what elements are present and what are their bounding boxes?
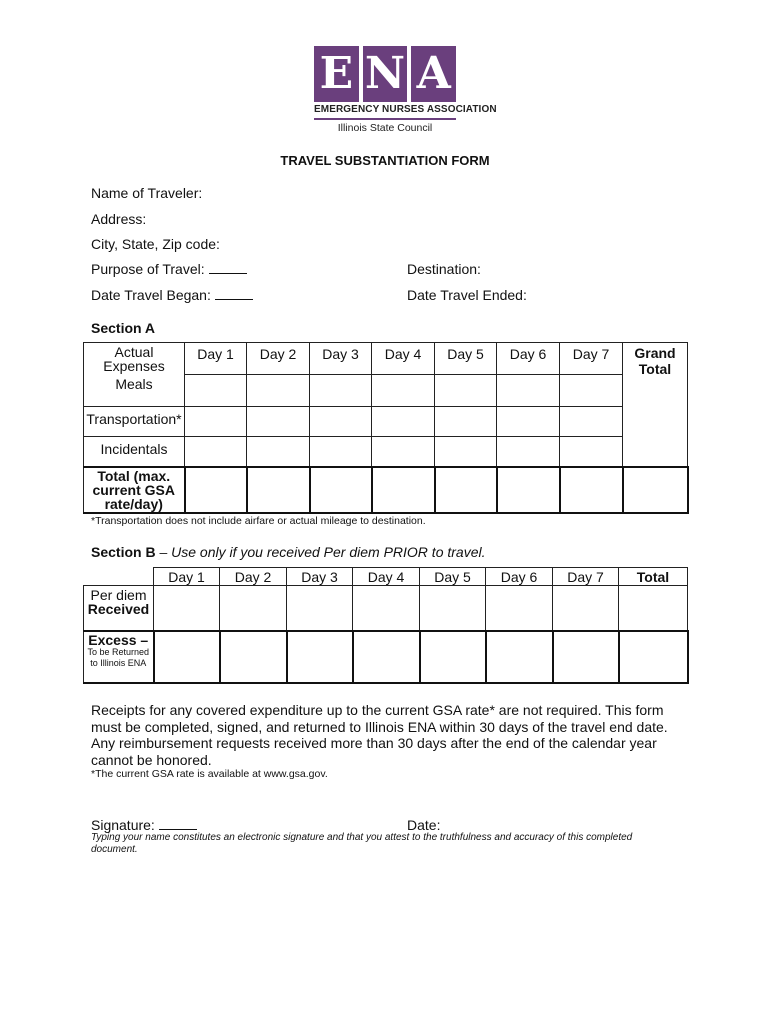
section-b-day-header: Day 7 xyxy=(553,568,619,586)
total-day-cell[interactable] xyxy=(247,467,310,513)
meals-day-cell[interactable] xyxy=(185,375,247,407)
logo-council: Illinois State Council xyxy=(337,122,433,134)
excess-day-cell[interactable] xyxy=(486,631,553,683)
section-b-day-header: Day 5 xyxy=(420,568,486,586)
section-b-day-header: Day 4 xyxy=(353,568,420,586)
address-label: Address: xyxy=(91,211,147,227)
section-a-table xyxy=(83,342,689,514)
excess-day-cell[interactable] xyxy=(353,631,420,683)
name-of-traveler-label: Name of Traveler: xyxy=(91,185,203,201)
meals-day-cell[interactable] xyxy=(497,375,560,407)
city-state-zip-label: City, State, Zip code: xyxy=(91,236,220,252)
section-a-heading: Section A xyxy=(91,320,156,336)
logo-letters xyxy=(314,46,456,102)
incidentals-day-cell[interactable] xyxy=(560,437,623,467)
per-diem-received-label xyxy=(84,586,154,631)
section-b-day-header: Day 1 xyxy=(154,568,220,586)
transportation-day-cell[interactable] xyxy=(435,407,497,437)
grand-total-header: Grand Total xyxy=(623,343,688,467)
logo-letter: E xyxy=(314,46,359,102)
ena-logo xyxy=(314,46,497,138)
section-b-total-header: Total xyxy=(619,568,688,586)
per-diem-day-cell[interactable] xyxy=(220,586,287,631)
excess-day-cell[interactable] xyxy=(154,631,220,683)
per-diem-day-cell[interactable] xyxy=(154,586,220,631)
total-day-cell[interactable] xyxy=(372,467,435,513)
incidentals-day-cell[interactable] xyxy=(372,437,435,467)
date-label: Date: xyxy=(407,817,441,833)
section-b-day-header: Day 3 xyxy=(287,568,353,586)
section-b-day-header: Day 6 xyxy=(486,568,553,586)
date-began-blank[interactable] xyxy=(215,287,253,300)
purpose-blank[interactable] xyxy=(209,261,247,274)
section-b-heading-line xyxy=(91,544,486,560)
date-travel-began-field[interactable] xyxy=(91,287,253,303)
section-b-corner xyxy=(84,568,154,586)
section-a-day-header: Day 1 xyxy=(185,343,247,375)
meals-day-cell[interactable] xyxy=(247,375,310,407)
section-a-day-header: Day 7 xyxy=(560,343,623,375)
section-a-day-header: Day 6 xyxy=(497,343,560,375)
excess-day-cell[interactable] xyxy=(287,631,353,683)
transportation-day-cell[interactable] xyxy=(247,407,310,437)
meals-day-cell[interactable] xyxy=(435,375,497,407)
logo-letter: N xyxy=(363,46,408,102)
actual-expenses-header: Actual Expenses xyxy=(84,343,185,375)
signature-blank[interactable] xyxy=(159,817,197,830)
section-b-table xyxy=(83,567,689,684)
date-travel-began-label: Date Travel Began: xyxy=(91,287,211,303)
purpose-of-travel-label: Purpose of Travel: xyxy=(91,261,205,277)
transportation-day-cell[interactable] xyxy=(310,407,372,437)
meals-row-label: Meals xyxy=(84,375,185,407)
per-diem-day-cell[interactable] xyxy=(353,586,420,631)
meals-day-cell[interactable] xyxy=(560,375,623,407)
transportation-day-cell[interactable] xyxy=(497,407,560,437)
incidentals-day-cell[interactable] xyxy=(497,437,560,467)
transportation-day-cell[interactable] xyxy=(372,407,435,437)
total-day-cell[interactable] xyxy=(560,467,623,513)
excess-day-cell[interactable] xyxy=(220,631,287,683)
section-a-day-header: Day 5 xyxy=(435,343,497,375)
signature-label: Signature: xyxy=(91,817,155,833)
incidentals-day-cell[interactable] xyxy=(247,437,310,467)
meals-day-cell[interactable] xyxy=(310,375,372,407)
excess-label xyxy=(84,631,154,683)
signature-disclaimer: Typing your name constitutes an electronic signature and that you attest to the truthfulness and accuracy of this completed document. xyxy=(91,832,633,855)
per-diem-total-cell[interactable] xyxy=(619,586,688,631)
total-day-cell[interactable] xyxy=(185,467,247,513)
total-day-cell[interactable] xyxy=(497,467,560,513)
section-a-day-header: Day 4 xyxy=(372,343,435,375)
per-diem-day-cell[interactable] xyxy=(486,586,553,631)
transportation-day-cell[interactable] xyxy=(185,407,247,437)
gsa-rate-note: *The current GSA rate is available at www.gsa.gov. xyxy=(91,768,328,780)
excess-text: Excess – xyxy=(88,631,149,648)
section-b-subheading: – Use only if you received Per diem PRIOR to travel. xyxy=(159,544,486,560)
meals-day-cell[interactable] xyxy=(372,375,435,407)
logo-org-name: EMERGENCY NURSES ASSOCIATION xyxy=(314,104,497,115)
per-diem-day-cell[interactable] xyxy=(420,586,486,631)
total-day-cell[interactable] xyxy=(310,467,372,513)
section-a-day-header: Day 3 xyxy=(310,343,372,375)
total-day-cell[interactable] xyxy=(435,467,497,513)
signature-field[interactable] xyxy=(91,817,197,833)
incidentals-day-cell[interactable] xyxy=(185,437,247,467)
returned-text: To be Returned to Illinois ENA xyxy=(87,646,150,668)
incidentals-row-label: Incidentals xyxy=(84,437,185,467)
excess-day-cell[interactable] xyxy=(420,631,486,683)
purpose-of-travel-field[interactable] xyxy=(91,261,247,277)
incidentals-day-cell[interactable] xyxy=(435,437,497,467)
form-title: TRAVEL SUBSTANTIATION FORM xyxy=(280,153,490,168)
section-b-heading: Section B xyxy=(91,544,156,560)
instructions-paragraph: Receipts for any covered expenditure up to the current GSA rate* are not required. This form must be completed, signed, and returned to Illinois ENA within 30 days of the travel end date. Any reimbursement requests received more than 30 days after the end of the calendar year cannot be honored. xyxy=(91,702,668,768)
excess-day-cell[interactable] xyxy=(553,631,619,683)
transportation-row-label: Transportation* xyxy=(84,407,185,437)
per-diem-text: Per diem xyxy=(90,587,147,603)
incidentals-day-cell[interactable] xyxy=(310,437,372,467)
logo-divider xyxy=(314,118,456,120)
per-diem-day-cell[interactable] xyxy=(553,586,619,631)
section-b-day-header: Day 2 xyxy=(220,568,287,586)
total-row-label: Total (max. current GSA rate/day) xyxy=(84,467,185,513)
section-a-day-header: Day 2 xyxy=(247,343,310,375)
destination-label: Destination: xyxy=(407,261,481,277)
grand-total-cell[interactable] xyxy=(623,467,688,513)
transportation-day-cell[interactable] xyxy=(560,407,623,437)
date-travel-ended-label: Date Travel Ended: xyxy=(407,287,527,303)
logo-letter: A xyxy=(411,46,456,102)
received-text: Received xyxy=(87,601,150,617)
transportation-footnote: *Transportation does not include airfare or actual mileage to destination. xyxy=(91,515,426,527)
excess-total-cell[interactable] xyxy=(619,631,688,683)
per-diem-day-cell[interactable] xyxy=(287,586,353,631)
